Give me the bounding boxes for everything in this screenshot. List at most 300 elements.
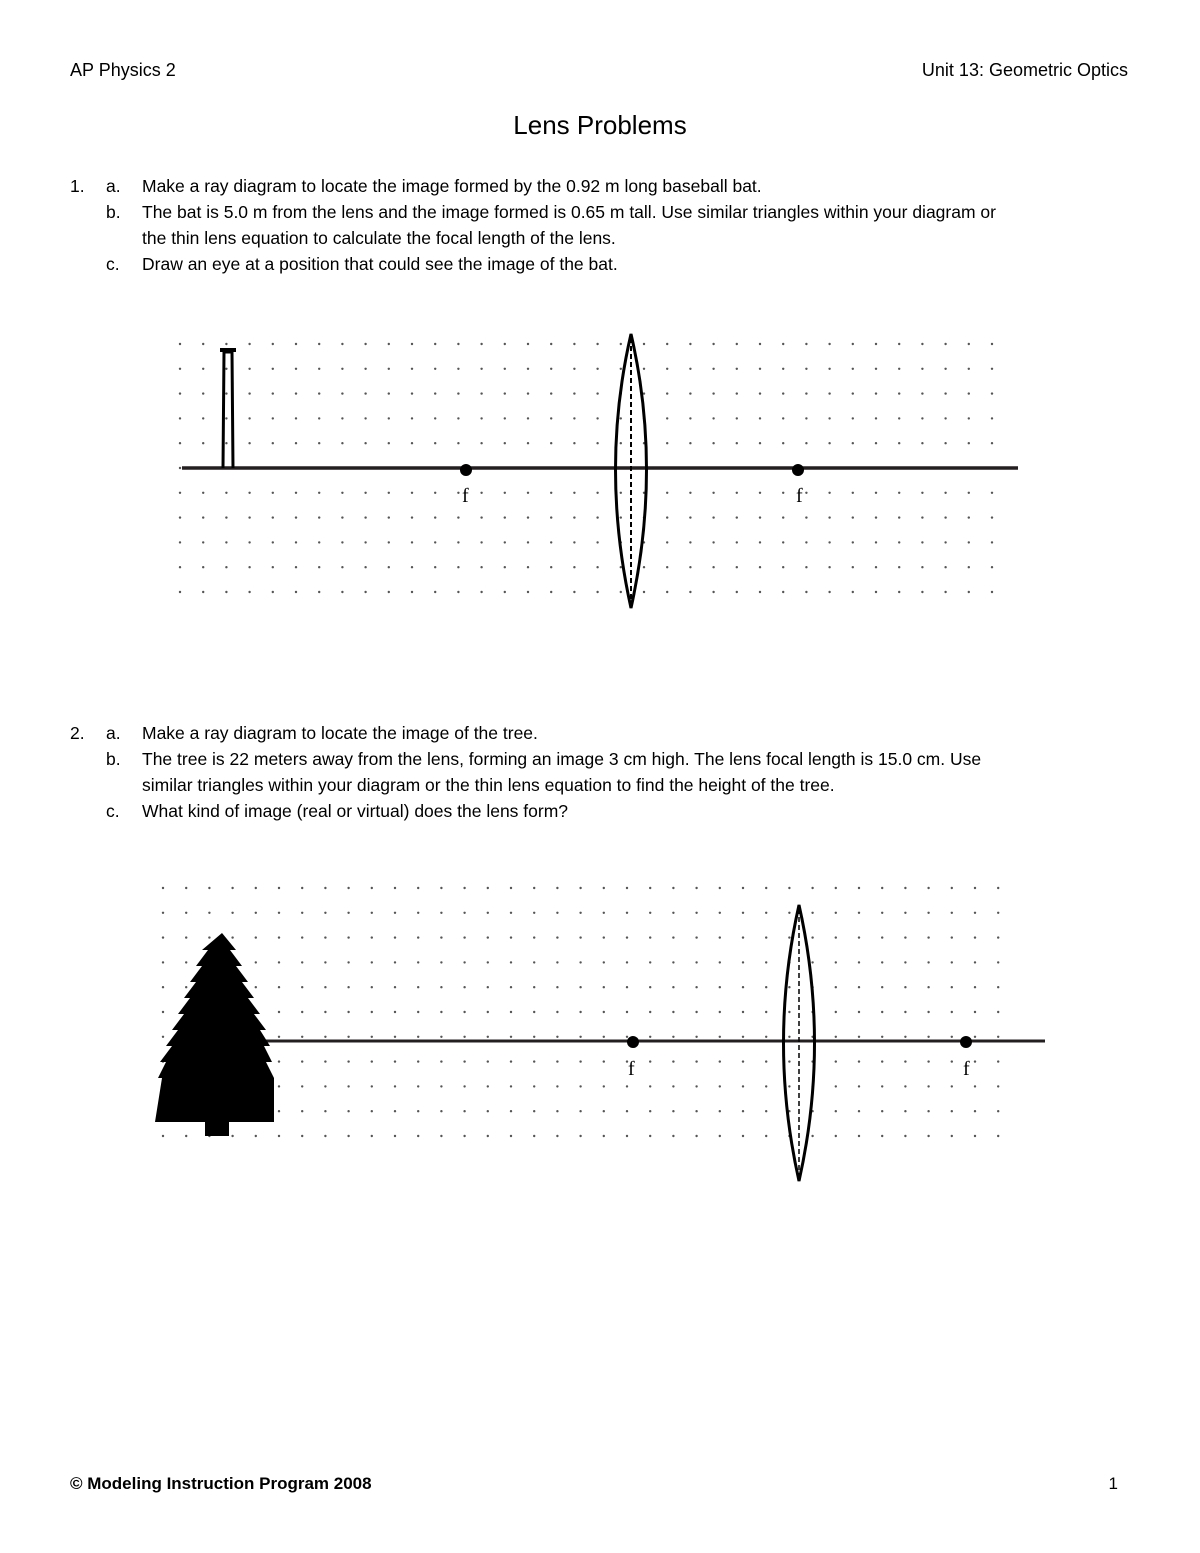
grid-dot	[898, 343, 900, 345]
grid-dot	[301, 887, 303, 889]
grid-dot	[858, 986, 860, 988]
grid-dot	[550, 417, 552, 419]
grid-dot	[347, 1135, 349, 1137]
grid-dot	[852, 516, 854, 518]
grid-dot	[921, 368, 923, 370]
grid-dot	[272, 591, 274, 593]
grid-dot	[440, 936, 442, 938]
grid-dot	[596, 541, 598, 543]
grid-dot	[742, 1060, 744, 1062]
grid-dot	[712, 541, 714, 543]
grid-dot	[881, 1135, 883, 1137]
grid-dot	[921, 516, 923, 518]
grid-dot	[371, 1036, 373, 1038]
grid-dot	[666, 417, 668, 419]
grid-dot	[231, 1135, 233, 1137]
grid-dot	[527, 566, 529, 568]
grid-dot	[556, 887, 558, 889]
grid-dot	[875, 591, 877, 593]
grid-dot	[162, 887, 164, 889]
grid-dot	[480, 343, 482, 345]
grid-dot	[835, 1036, 837, 1038]
grid-dot	[626, 1110, 628, 1112]
grid-dot	[324, 1060, 326, 1062]
part-letter: c.	[106, 254, 120, 274]
grid-dot	[603, 887, 605, 889]
grid-dot	[255, 936, 257, 938]
grid-dot	[550, 392, 552, 394]
focal-point-left[interactable]	[627, 1036, 639, 1048]
grid-dot	[440, 1110, 442, 1112]
grid-dot	[487, 1036, 489, 1038]
grid-dot	[626, 1036, 628, 1038]
grid-dot	[626, 961, 628, 963]
grid-dot	[480, 368, 482, 370]
grid-dot	[672, 986, 674, 988]
grid-dot	[712, 392, 714, 394]
grid-dot	[782, 417, 784, 419]
grid-dot	[347, 1085, 349, 1087]
grid-dot	[603, 1085, 605, 1087]
grid-dot	[208, 936, 210, 938]
grid-dot	[480, 566, 482, 568]
grid-dot	[898, 442, 900, 444]
page-title: Lens Problems	[513, 110, 687, 140]
grid-dot	[828, 417, 830, 419]
grid-dot	[411, 566, 413, 568]
grid-dot	[881, 1011, 883, 1013]
grid-dot	[487, 1110, 489, 1112]
grid-dot	[434, 492, 436, 494]
grid-dot	[225, 541, 227, 543]
grid-dot	[835, 1060, 837, 1062]
grid-dot	[765, 912, 767, 914]
grid-dot	[341, 516, 343, 518]
grid-dot	[463, 961, 465, 963]
focal-label-right: f	[963, 1058, 970, 1080]
grid-dot	[858, 1036, 860, 1038]
grid-dot	[295, 417, 297, 419]
baseball-bat-object	[220, 350, 236, 468]
grid-dot	[626, 936, 628, 938]
grid-dot	[672, 961, 674, 963]
grid-dot	[765, 887, 767, 889]
grid-dot	[951, 1011, 953, 1013]
grid-dot	[898, 417, 900, 419]
grid-dot	[202, 417, 204, 419]
grid-dot	[231, 887, 233, 889]
grid-dot	[185, 936, 187, 938]
grid-dot	[858, 961, 860, 963]
grid-dot	[951, 912, 953, 914]
grid-dot	[248, 343, 250, 345]
grid-dot	[927, 1036, 929, 1038]
grid-dot	[411, 591, 413, 593]
grid-dot	[788, 1085, 790, 1087]
grid-dot	[527, 417, 529, 419]
grid-dot	[643, 343, 645, 345]
grid-dot	[649, 1085, 651, 1087]
grid-dot	[162, 961, 164, 963]
grid-dot	[828, 541, 830, 543]
grid-dot	[951, 1135, 953, 1137]
grid-dot	[927, 961, 929, 963]
grid-dot	[463, 1060, 465, 1062]
dot-grid	[162, 887, 1000, 1137]
grid-dot	[278, 912, 280, 914]
grid-dot	[394, 1036, 396, 1038]
grid-dot	[835, 961, 837, 963]
grid-dot	[301, 986, 303, 988]
grid-dot	[225, 442, 227, 444]
grid-dot	[394, 912, 396, 914]
grid-dot	[620, 343, 622, 345]
grid-dot	[881, 1110, 883, 1112]
grid-dot	[649, 1110, 651, 1112]
grid-dot	[649, 1011, 651, 1013]
grid-dot	[457, 442, 459, 444]
grid-dot	[742, 912, 744, 914]
grid-dot	[974, 1011, 976, 1013]
grid-dot	[255, 887, 257, 889]
grid-dot	[788, 1060, 790, 1062]
grid-dot	[927, 1011, 929, 1013]
grid-dot	[951, 1110, 953, 1112]
grid-dot	[997, 1135, 999, 1137]
problem-number: 1.	[70, 176, 85, 196]
grid-dot	[974, 1060, 976, 1062]
grid-dot	[202, 343, 204, 345]
grid-dot	[811, 887, 813, 889]
grid-dot	[510, 1085, 512, 1087]
grid-dot	[759, 343, 761, 345]
grid-dot	[301, 1036, 303, 1038]
ray-diagram-2[interactable]	[0, 870, 1200, 1190]
grid-dot	[695, 1110, 697, 1112]
grid-dot	[324, 1036, 326, 1038]
grid-dot	[852, 417, 854, 419]
focal-point-right[interactable]	[960, 1036, 972, 1048]
grid-dot	[272, 442, 274, 444]
grid-dot	[736, 516, 738, 518]
grid-dot	[202, 442, 204, 444]
grid-dot	[689, 492, 691, 494]
grid-dot	[649, 1060, 651, 1062]
part-letter: c.	[106, 801, 120, 821]
grid-dot	[301, 1110, 303, 1112]
grid-dot	[185, 986, 187, 988]
grid-dot	[904, 1135, 906, 1137]
grid-dot	[765, 986, 767, 988]
grid-dot	[573, 368, 575, 370]
grid-dot	[968, 392, 970, 394]
grid-dot	[835, 1011, 837, 1013]
ray-diagram-1[interactable]	[0, 320, 1200, 620]
grid-dot	[712, 442, 714, 444]
grid-dot	[603, 1060, 605, 1062]
grid-dot	[742, 1036, 744, 1038]
grid-dot	[185, 887, 187, 889]
grid-dot	[736, 541, 738, 543]
grid-dot	[951, 961, 953, 963]
grid-dot	[620, 368, 622, 370]
grid-dot	[666, 368, 668, 370]
grid-dot	[875, 442, 877, 444]
grid-dot	[991, 442, 993, 444]
grid-dot	[341, 591, 343, 593]
grid-dot	[695, 1011, 697, 1013]
grid-dot	[179, 368, 181, 370]
grid-dot	[881, 1085, 883, 1087]
grid-dot	[782, 368, 784, 370]
grid-dot	[347, 887, 349, 889]
grid-dot	[295, 343, 297, 345]
grid-dot	[968, 442, 970, 444]
grid-dot	[504, 492, 506, 494]
grid-dot	[579, 887, 581, 889]
grid-dot	[788, 887, 790, 889]
grid-dot	[927, 912, 929, 914]
grid-dot	[782, 541, 784, 543]
grid-dot	[689, 343, 691, 345]
grid-dot	[487, 1011, 489, 1013]
grid-dot	[858, 1085, 860, 1087]
grid-dot	[765, 1036, 767, 1038]
grid-dot	[347, 936, 349, 938]
grid-dot	[927, 1135, 929, 1137]
grid-dot	[672, 887, 674, 889]
grid-dot	[527, 392, 529, 394]
grid-dot	[579, 912, 581, 914]
grid-dot	[695, 1036, 697, 1038]
grid-dot	[527, 343, 529, 345]
grid-dot	[527, 516, 529, 518]
grid-dot	[742, 887, 744, 889]
grid-dot	[371, 1110, 373, 1112]
grid-dot	[944, 492, 946, 494]
grid-dot	[689, 591, 691, 593]
grid-dot	[881, 1036, 883, 1038]
grid-dot	[457, 392, 459, 394]
grid-dot	[603, 1011, 605, 1013]
grid-dot	[341, 566, 343, 568]
grid-dot	[440, 1135, 442, 1137]
grid-dot	[712, 591, 714, 593]
grid-dot	[510, 1110, 512, 1112]
grid-dot	[573, 392, 575, 394]
grid-dot	[434, 392, 436, 394]
grid-dot	[202, 566, 204, 568]
grid-dot	[719, 936, 721, 938]
part-letter: b.	[106, 749, 121, 769]
grid-dot	[318, 442, 320, 444]
grid-dot	[347, 1036, 349, 1038]
grid-dot	[875, 392, 877, 394]
grid-dot	[573, 591, 575, 593]
grid-dot	[394, 986, 396, 988]
convex-lens[interactable]	[784, 905, 815, 1181]
grid-dot	[533, 1011, 535, 1013]
grid-dot	[672, 1011, 674, 1013]
grid-dot	[759, 516, 761, 518]
grid-dot	[736, 591, 738, 593]
grid-dot	[991, 492, 993, 494]
grid-dot	[341, 392, 343, 394]
grid-dot	[411, 368, 413, 370]
grid-dot	[550, 368, 552, 370]
grid-dot	[272, 368, 274, 370]
grid-dot	[805, 516, 807, 518]
part-text-continued: the thin lens equation to calculate the focal length of the lens.	[142, 228, 616, 248]
grid-dot	[550, 591, 552, 593]
grid-dot	[689, 417, 691, 419]
grid-dot	[968, 343, 970, 345]
grid-dot	[248, 541, 250, 543]
grid-dot	[347, 1110, 349, 1112]
grid-dot	[179, 467, 181, 469]
grid-dot	[828, 492, 830, 494]
grid-dot	[596, 417, 598, 419]
part-text: The tree is 22 meters away from the lens, forming an image 3 cm high. The lens focal length is 15.0 cm. Use	[142, 749, 982, 769]
grid-dot	[805, 541, 807, 543]
grid-dot	[695, 887, 697, 889]
part-text: Make a ray diagram to locate the image of the tree.	[142, 723, 538, 743]
grid-dot	[951, 887, 953, 889]
grid-dot	[388, 392, 390, 394]
grid-dot	[324, 887, 326, 889]
grid-dot	[318, 368, 320, 370]
grid-dot	[487, 1085, 489, 1087]
grid-dot	[480, 516, 482, 518]
grid-dot	[666, 392, 668, 394]
grid-dot	[852, 541, 854, 543]
grid-dot	[573, 442, 575, 444]
grid-dot	[388, 343, 390, 345]
focal-label-left: f	[628, 1058, 635, 1080]
grid-dot	[765, 1135, 767, 1137]
grid-dot	[527, 368, 529, 370]
grid-dot	[997, 936, 999, 938]
grid-dot	[719, 912, 721, 914]
grid-dot	[347, 1011, 349, 1013]
focal-point-right[interactable]	[792, 464, 804, 476]
grid-dot	[504, 566, 506, 568]
grid-dot	[672, 1135, 674, 1137]
grid-dot	[504, 417, 506, 419]
grid-dot	[440, 1011, 442, 1013]
grid-dot	[278, 1085, 280, 1087]
grid-dot	[533, 961, 535, 963]
grid-dot	[202, 541, 204, 543]
grid-dot	[579, 1011, 581, 1013]
grid-dot	[527, 591, 529, 593]
grid-dot	[620, 442, 622, 444]
grid-dot	[202, 516, 204, 518]
grid-dot	[510, 961, 512, 963]
grid-dot	[712, 343, 714, 345]
grid-dot	[533, 912, 535, 914]
grid-dot	[835, 1135, 837, 1137]
grid-dot	[666, 541, 668, 543]
grid-dot	[858, 1135, 860, 1137]
grid-dot	[434, 516, 436, 518]
grid-dot	[643, 591, 645, 593]
grid-dot	[533, 986, 535, 988]
grid-dot	[504, 343, 506, 345]
grid-dot	[759, 417, 761, 419]
grid-dot	[225, 492, 227, 494]
problem-1	[70, 173, 1130, 277]
grid-dot	[411, 417, 413, 419]
grid-dot	[898, 541, 900, 543]
grid-dot	[480, 492, 482, 494]
grid-dot	[411, 541, 413, 543]
grid-dot	[719, 887, 721, 889]
grid-dot	[208, 887, 210, 889]
grid-dot	[852, 343, 854, 345]
grid-dot	[457, 566, 459, 568]
grid-dot	[510, 1060, 512, 1062]
grid-dot	[556, 936, 558, 938]
grid-dot	[944, 392, 946, 394]
grid-dot	[364, 566, 366, 568]
grid-dot	[666, 343, 668, 345]
grid-dot	[643, 566, 645, 568]
grid-dot	[417, 1085, 419, 1087]
grid-dot	[968, 368, 970, 370]
grid-dot	[626, 1135, 628, 1137]
grid-dot	[742, 1011, 744, 1013]
grid-dot	[179, 541, 181, 543]
grid-dot	[324, 986, 326, 988]
grid-dot	[695, 936, 697, 938]
grid-dot	[974, 986, 976, 988]
grid-dot	[533, 1036, 535, 1038]
grid-dot	[364, 343, 366, 345]
grid-dot	[556, 1135, 558, 1137]
grid-dot	[434, 343, 436, 345]
grid-dot	[805, 417, 807, 419]
focal-point-left[interactable]	[460, 464, 472, 476]
grid-dot	[556, 1011, 558, 1013]
grid-dot	[689, 442, 691, 444]
grid-dot	[875, 368, 877, 370]
grid-dot	[858, 912, 860, 914]
grid-dot	[324, 1085, 326, 1087]
grid-dot	[364, 417, 366, 419]
grid-dot	[921, 566, 923, 568]
grid-dot	[603, 1110, 605, 1112]
grid-dot	[278, 961, 280, 963]
grid-dot	[904, 1085, 906, 1087]
grid-dot	[712, 492, 714, 494]
grid-dot	[927, 986, 929, 988]
grid-dot	[951, 936, 953, 938]
grid-dot	[904, 986, 906, 988]
grid-dot	[968, 492, 970, 494]
grid-dot	[417, 1060, 419, 1062]
grid-dot	[898, 591, 900, 593]
grid-dot	[782, 566, 784, 568]
grid-dot	[695, 961, 697, 963]
grid-dot	[921, 442, 923, 444]
grid-dot	[944, 417, 946, 419]
grid-dot	[364, 591, 366, 593]
grid-dot	[695, 1085, 697, 1087]
grid-dot	[318, 392, 320, 394]
grid-dot	[968, 516, 970, 518]
grid-dot	[533, 1060, 535, 1062]
